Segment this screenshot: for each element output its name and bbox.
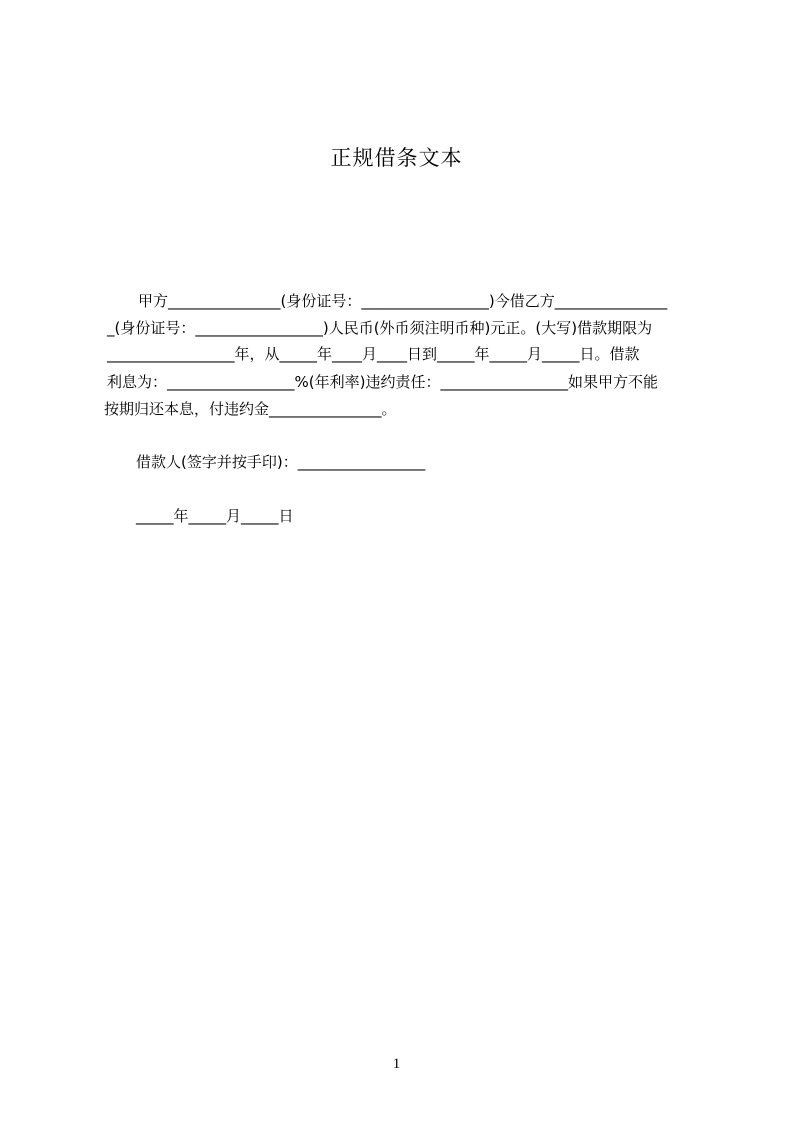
- page-number: 1: [392, 1056, 401, 1072]
- body-line-3: _________________年，从_____年____月____日到_____年_____月_____日。借款: [107, 345, 640, 363]
- signature-line: 借款人(签字并按手印)：_________________: [136, 453, 426, 471]
- body-line-1: 甲方_______________(身份证号：_________________)今借乙方_______________: [138, 292, 668, 310]
- body-line-4: 利息为：_________________%(年利率)违约责任：_________________如果甲方不能: [107, 373, 658, 391]
- date-line: _____年_____月_____日: [136, 507, 294, 525]
- body-line-5: 按期归还本息，付违约金_______________。: [104, 400, 397, 418]
- body-line-2: _(身份证号：_________________)人民币(外币须注明币种)元正。(大写)借款期限为: [107, 319, 653, 337]
- document-title: 正规借条文本: [330, 146, 463, 170]
